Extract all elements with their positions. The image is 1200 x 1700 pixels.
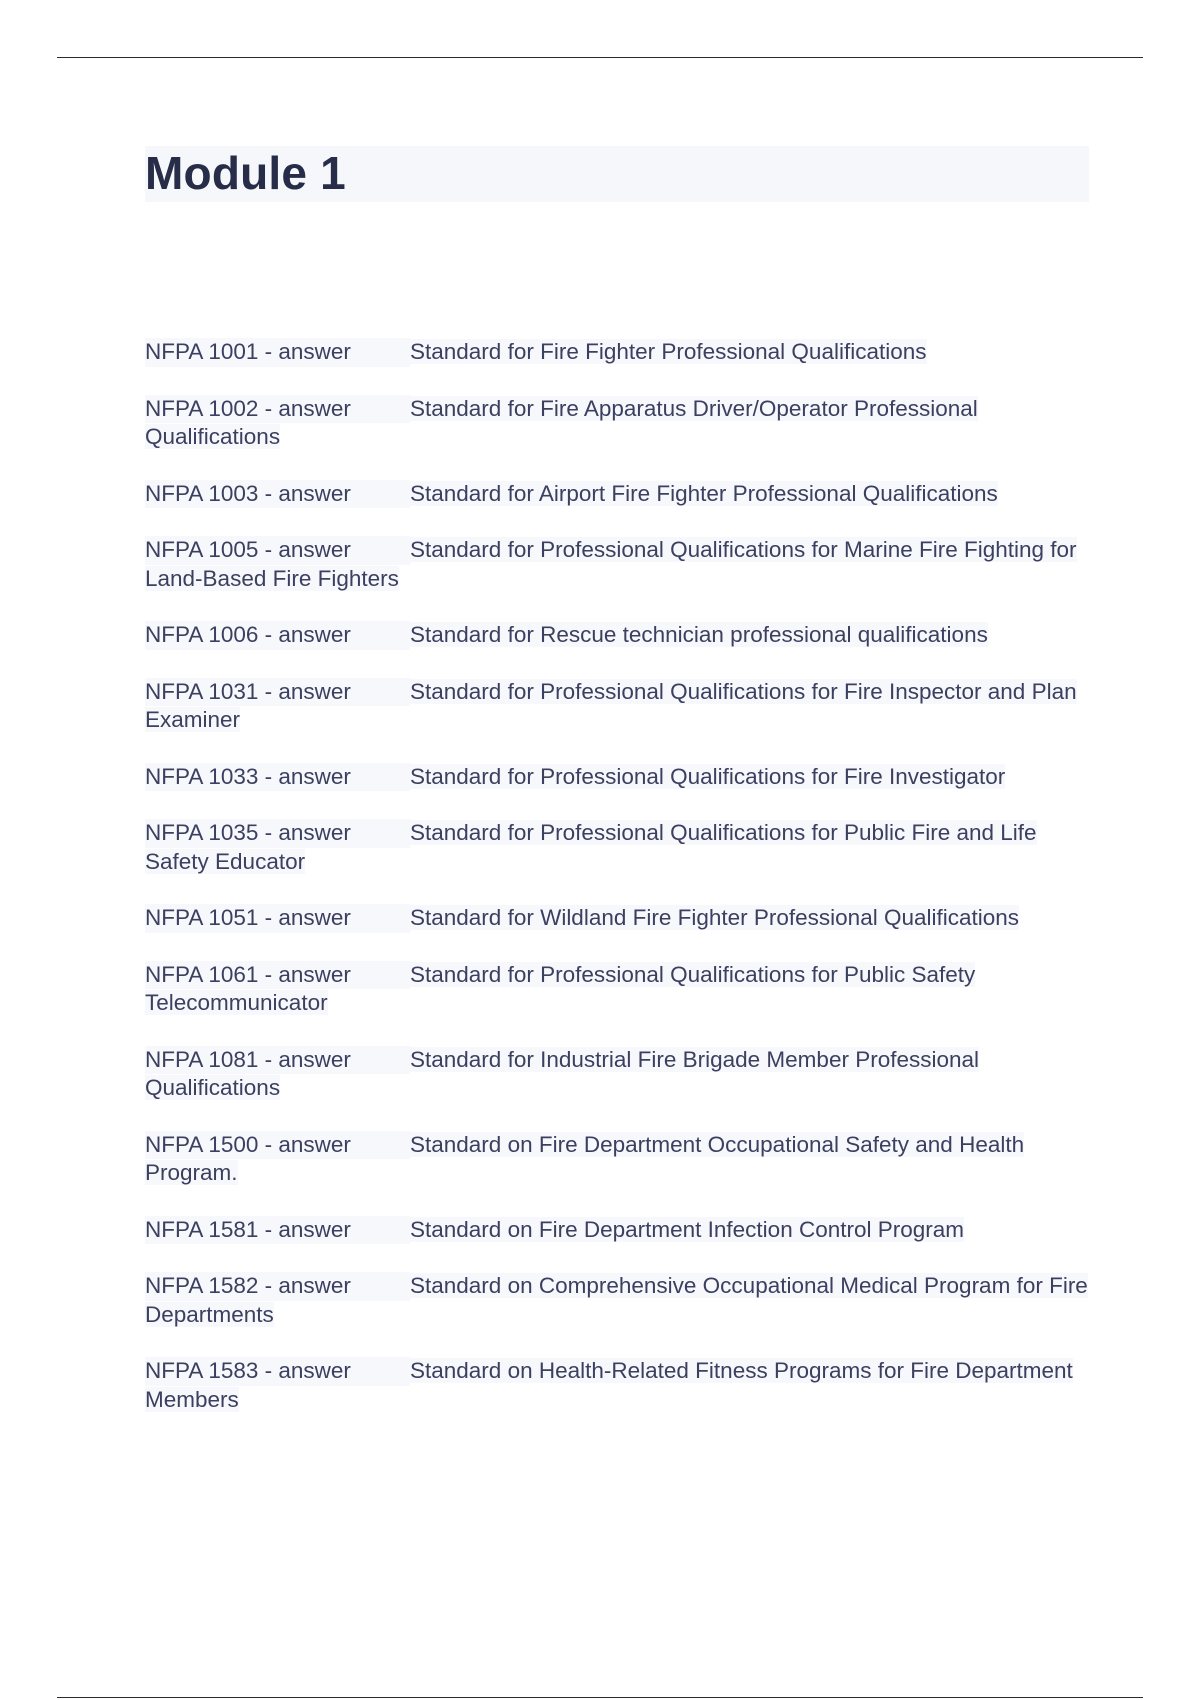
card-definition: Standard for Professional Qualifications for Marine Fire Fighting for Land-Based Fire Fighters	[145, 537, 1077, 591]
card-definition: Standard on Comprehensive Occupational Medical Program for Fire Departments	[145, 1273, 1088, 1327]
card-definition: Standard on Health-Related Fitness Programs for Fire Department Members	[145, 1358, 1073, 1412]
flashcard-item	[145, 1131, 1090, 1188]
flashcard-item	[145, 1272, 1090, 1329]
flashcard-item	[145, 904, 1090, 933]
card-definition: Standard on Fire Department Infection Control Program	[410, 1216, 965, 1242]
card-definition: Standard for Airport Fire Fighter Professional Qualifications	[410, 480, 998, 506]
flashcard-item	[145, 338, 1090, 367]
card-term: NFPA 1002 - answer	[145, 395, 410, 424]
card-term: NFPA 1005 - answer	[145, 536, 410, 565]
card-term: NFPA 1061 - answer	[145, 961, 410, 990]
card-term: NFPA 1033 - answer	[145, 763, 410, 792]
card-definition: Standard for Fire Apparatus Driver/Operator Professional Qualifications	[145, 395, 978, 449]
card-definition: Standard for Professional Qualifications for Fire Investigator	[410, 763, 1006, 789]
card-term: NFPA 1051 - answer	[145, 904, 410, 933]
card-term: NFPA 1583 - answer	[145, 1357, 410, 1386]
card-definition: Standard for Rescue technician professional qualifications	[410, 622, 988, 647]
card-term: NFPA 1582 - answer	[145, 1272, 410, 1301]
card-term: NFPA 1031 - answer	[145, 678, 410, 707]
flashcard-item	[145, 395, 1090, 452]
card-definition: Standard on Fire Department Occupational Safety and Health Program.	[145, 1131, 1025, 1185]
flashcard-item	[145, 763, 1090, 792]
card-term: NFPA 1581 - answer	[145, 1216, 410, 1245]
flashcard-item	[145, 1216, 1090, 1245]
card-definition: Standard for Professional Qualifications for Public Safety Telecommunicator	[145, 961, 976, 1015]
top-rule	[57, 57, 1143, 58]
card-term: NFPA 1003 - answer	[145, 480, 410, 509]
card-term: NFPA 1035 - answer	[145, 819, 410, 848]
flashcard-item	[145, 678, 1090, 735]
flashcard-item	[145, 961, 1090, 1018]
card-definition: Standard for Industrial Fire Brigade Member Professional Qualifications	[145, 1046, 980, 1100]
bottom-rule	[57, 1697, 1143, 1698]
flashcard-list	[145, 338, 1090, 1442]
card-term: NFPA 1006 - answer	[145, 621, 410, 650]
flashcard-item	[145, 1357, 1090, 1414]
flashcard-item	[145, 1046, 1090, 1103]
page-title: Module 1	[145, 147, 346, 199]
flashcard-item	[145, 536, 1090, 593]
card-definition: Standard for Wildland Fire Fighter Professional Qualifications	[410, 905, 1020, 930]
card-term: NFPA 1001 - answer	[145, 338, 410, 367]
flashcard-item	[145, 480, 1090, 509]
flashcard-item	[145, 621, 1090, 650]
card-definition: Standard for Professional Qualifications for Fire Inspector and Plan Examiner	[145, 678, 1077, 732]
card-term: NFPA 1500 - answer	[145, 1131, 410, 1160]
card-definition: Standard for Fire Fighter Professional Qualifications	[410, 339, 927, 364]
flashcard-item	[145, 819, 1090, 876]
card-definition: Standard for Professional Qualifications for Public Fire and Life Safety Educator	[145, 820, 1037, 874]
card-term: NFPA 1081 - answer	[145, 1046, 410, 1075]
